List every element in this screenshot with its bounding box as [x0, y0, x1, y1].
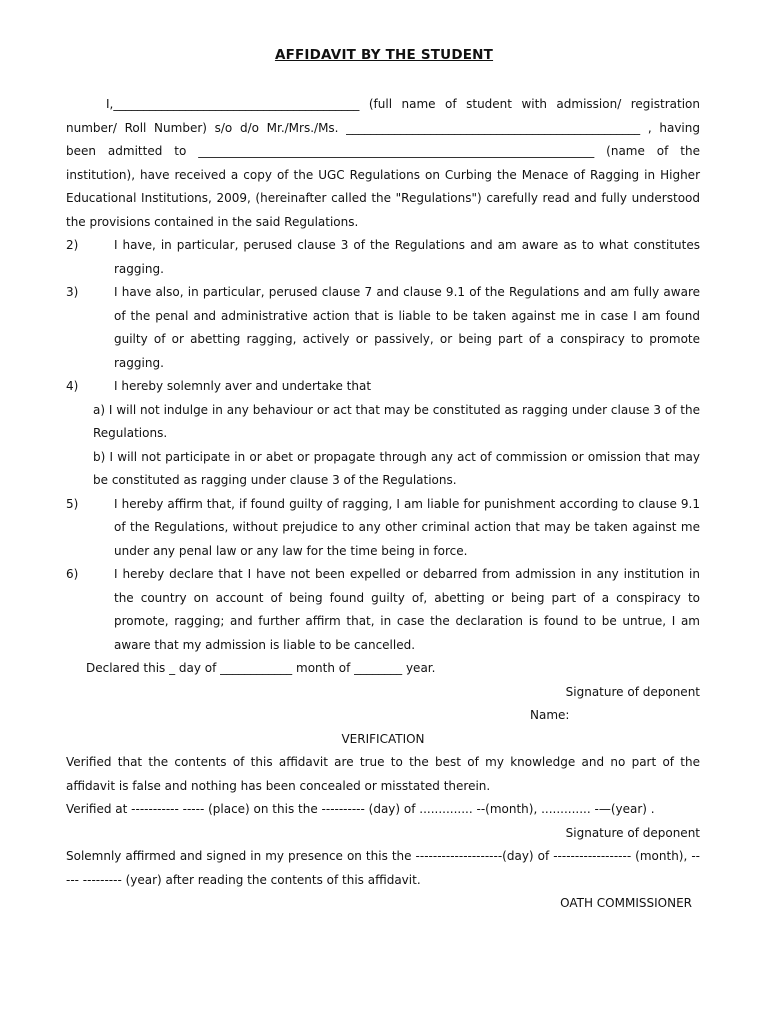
declared-line: Declared this _ day of ____________ month of ________ year. — [86, 661, 436, 675]
paragraph-1: I,_________________________________________ (full name of student with admission/ registration number/ Roll Number) s/o d/o Mr./Mrs./Ms. _________________________________________________ , having been admitted to __________________________________________________________________ (name of the institution), have received a copy of the UGC Regulations on Curbing the Menace of Ragging in Higher Educational Institutions, 2009, (hereinafter called the "Regulations") carefully read and fully understood the provisions contained in the said Regulations. — [66, 97, 700, 229]
deponent-signature-1: Signature of deponent — [565, 684, 700, 699]
clause-number: 6) — [66, 567, 79, 581]
clause-3 — [66, 281, 700, 375]
verification-text: Verified that the contents of this affidavit are true to the best of my knowledge and no part of the affidavit is false and nothing has been concealed or misstated therein. — [66, 755, 700, 793]
clause-4 — [66, 375, 700, 399]
verified-at-line: Verified at ----------- ----- (place) on this the ---------- (day) of .............. --(month), ............. -—(year) . — [66, 802, 655, 816]
clause-text: I hereby declare that I have not been expelled or debarred from admission in any institution in the country on account of being found guilty of, abetting or being part of a conspiracy to promote, ragging; and further affirm that, in case the declaration is found to be untrue, I am aware that my admission is liable to be cancelled. — [114, 567, 700, 652]
clause-number: 4) — [66, 379, 79, 393]
clause-text: I hereby affirm that, if found guilty of ragging, I am liable for punishment according to clause 9.1 of the Regulations, without prejudice to any other criminal action that may be taken against me under any penal law or any law for the time being in force. — [114, 496, 700, 558]
oath-commissioner: OATH COMMISSIONER — [560, 896, 692, 910]
sub-clause-b: b) I will not participate in or abet or propagate through any act of commission or omission that may be constituted as ragging under clause 3 of the Regulations. — [93, 449, 700, 487]
clause-number: 2) — [66, 238, 79, 252]
clause-number: 3) — [66, 285, 79, 299]
clause-text: I hereby solemnly aver and undertake that — [114, 379, 372, 393]
name-label: Name: — [530, 708, 570, 722]
sub-clause-a: a) I will not indulge in any behaviour or act that may be constituted as ragging under clause 3 of the Regulations. — [93, 402, 700, 440]
deponent-signature-2: Signature of deponent — [565, 825, 700, 840]
clause-5 — [66, 493, 700, 564]
clause-text: I have, in particular, perused clause 3 of the Regulations and am aware as to what constitutes ragging. — [114, 238, 700, 276]
clause-number: 5) — [66, 496, 79, 511]
affidavit-body — [66, 93, 700, 916]
document-title: AFFIDAVIT BY THE STUDENT — [274, 47, 494, 63]
solemnly-affirmed-text: Solemnly affirmed and signed in my presence on this the --------------------(day) of ------------------ (month), ----- --------- (year) after reading the contents of this affidavit. — [66, 849, 700, 887]
clause-6 — [66, 563, 700, 657]
clause-text: I have also, in particular, perused clause 7 and clause 9.1 of the Regulations and am fully aware of the penal and administrative action that is liable to be taken against me in case I am found guilty of or abetting ragging, actively or passively, or being part of a conspiracy to promote ragging. — [114, 285, 700, 370]
verification-heading: VERIFICATION — [341, 731, 425, 746]
clause-2 — [66, 234, 700, 281]
